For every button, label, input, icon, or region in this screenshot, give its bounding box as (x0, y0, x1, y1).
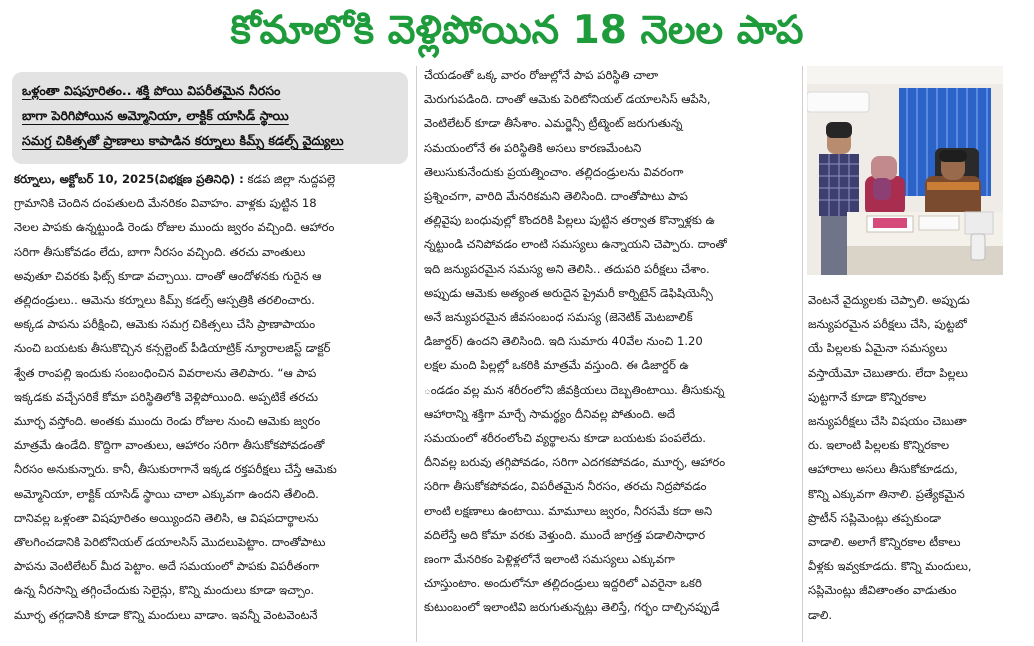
article-column-1 (14, 167, 410, 627)
text-line: చూస్తుంటాం. అందులోనూ తల్లిదండ్రులు ఇద్దరిలో ఎవరైనా ఒకరి (424, 576, 702, 591)
text-line: జన్యుపరీక్షలు చేసి విషయం చెబుతా (808, 414, 967, 429)
text-line: నీరసం అనుకున్నారు. కానీ, తీసుకురాగానే ఇక్కడ రక్తపరీక్షలు చేస్తే ఆమెకు (14, 462, 337, 477)
text-line: తల్లిదండ్రులు.. ఆమెను కర్నూలు కిమ్స్ కడల్స్ ఆస్పత్రికి తరలించారు. (14, 293, 315, 308)
column-rule (416, 66, 417, 642)
text-line: నుంచి బయటకు తీసుకొచ్చిన కన్సల్టెంట్ పీడియాట్రిక్ న్యూరాలజిస్ట్ డాక్టర్ (14, 341, 331, 356)
text-line: తెలుసుకునేందుకు ప్రయత్నించాం. తల్లిదండ్రులను వివరంగా (424, 164, 684, 179)
text-line: ండడం వల్ల మన శరీరంలోని జీవక్రియలు దెబ్బతింటాయి. తీసుకున్న (424, 382, 725, 397)
text-line: లాంటి లక్షణాలు ఉంటాయి. మామూలు జ్వరం, నీరసమే కదా అని (424, 503, 713, 518)
text-line: అక్కడ పాపను పరీక్షించి, ఆమెకు సమగ్ర చికిత్సలు చేసి ప్రాణాపాయం (14, 317, 316, 332)
column-rule (802, 66, 803, 642)
text-line: సరిగా తీసుకోవడం లేదు, బాగా నీరసం వచ్చింది. తరచు వాంతులు (14, 244, 306, 259)
text-line: ఉన్న నీరసాన్ని తగ్గించేందుకు సెలైన్లు, కొన్ని మందులు కూడా ఇచ్చాం. (14, 583, 315, 598)
text-line: రు. ఇలాంటి పిల్లలకు కొన్నిరకాల (808, 438, 950, 453)
article-column-3 (808, 288, 1004, 627)
text-line: అప్పుడు ఆమెకు అత్యంత అరుదైన ప్రైమరీ కార్నిటైన్ డెఫిషియెన్సీ (424, 285, 713, 300)
text-line: నెలల పాపకు ఉన్నట్టుండి రెండు రోజుల ముందు జ్వరం వచ్చింది. ఆహారం (14, 220, 335, 235)
text-line: సమయంలో శరీరంలోంచి వ్యర్థాలను కూడా బయటకు పంపలేదు. (424, 431, 706, 446)
text-line: వెంటనే వైద్యులకు చెప్పాలి. అప్పుడు (808, 293, 970, 307)
text-line: దానివల్ల ఒళ్లంతా విషపూరితం అయ్యిందని తెలిసి, ఆ విషపదార్థాలను (14, 510, 319, 525)
article-column-2 (424, 63, 796, 620)
text-line: మూర్ఛ తగ్గడానికి కూడా కొన్ని మందులు వాడాం. ఇవన్నీ వెంటవెంటనే (14, 607, 318, 622)
text-line: వీళ్లకు ఇవ్వకూడదు. కొన్ని మందులు, (808, 559, 972, 574)
text-line: వెంటిలేటర్ కూడా తీసేశాం. ఎమర్జెన్సీ ట్రీట్మెంట్ జరుగుతున్న (424, 116, 683, 131)
text-line: కుటుంబంలో ఇలాంటివి జరుగుతున్నట్లు తెలిస్తే, గర్భం దాల్చినప్పుడే (424, 600, 720, 615)
text-line: ఆహారాలు అసలు తీసుకోకూడదు, (808, 462, 958, 477)
text-line: చేయడంతో ఒక్క వారం రోజుల్లోనే పాప పరిస్థితి చాలా (424, 68, 659, 82)
text-line (14, 167, 410, 191)
text-line: ఇక్కడకు వచ్చేసరికే కోమా పరిస్థితిలోకి వెళ్లిపోయింది. అప్పటికే తరచు (14, 389, 318, 404)
text-line: ఆహారాన్ని శక్తిగా మార్చే సామర్థ్యం దీనివల్ల పోతుంది. అదే (424, 406, 676, 421)
text-line: పుట్టగానే కూడా కొన్నిరకాల (808, 389, 927, 404)
text-line: మూర్ఛ వస్తోంది. అంతకు ముందు రెండు రోజుల నుంచి ఆమెకు జ్వరం (14, 414, 321, 429)
text-line: డాలి. (808, 607, 833, 622)
deck-box (12, 72, 408, 164)
text-line: గ్రామానికి చెందిన దంపతులది మేనరికం వివాహం. వాళ్లకు పుట్టిన 18 (14, 196, 317, 211)
text-line: తల్లివైపు బంధువుల్లో కొందరికి పిల్లలు పుట్టిన తర్వాత కొన్నాళ్లకు ఉ (424, 213, 715, 228)
hospital-photo (807, 66, 1003, 275)
text-line: వదిలేస్తే అది కోమా వరకు వెళ్తుంది. ముందే జాగ్రత్త పడాలిసాధార (424, 527, 706, 542)
text-line: పాపను వెంటిలేటర్ మీద పెట్టాం. అదే సమయంలో పాపకు విపరీతంగా (14, 559, 320, 574)
text-line: సరిగా తీసుకోకపోవడం, విపరీతమైన నీరసం, తరచు నిద్రపోవడం (424, 479, 707, 494)
text-line: సమయంలోనే ఈ పరిస్థితికి అసలు కారణమేంటని (424, 140, 642, 155)
text-line: న్నట్టుండి చనిపోవడం లాంటి సమస్యలు ఉన్నాయని చెప్పారు. దాంతో (424, 237, 727, 252)
headline: కోమాలోకి వెళ్లిపోయిన 18 నెలల పాప (230, 8, 804, 53)
text-line: అమ్మోనియా, లాక్టిక్ యాసిడ్ స్థాయి చాలా ఎక్కువగా ఉందని తేలింది. (14, 486, 319, 501)
deck-line: బాగా పెరిగిపోయిన అమ్మోనియా, లాక్టిక్ యాసిడ్ స్థాయి (22, 108, 289, 123)
text-line: అవుతూ చివరకు ఫిట్స్ కూడా వచ్చాయి. దాంతో ఆందోళనకు గురైన ఆ (14, 268, 322, 283)
text-line: జన్యుపరమైన పరీక్షలు చేసి, పుట్టబో (808, 317, 967, 332)
deck-line: ఒళ్లంతా విషపూరితం.. శక్తి పోయి విపరీతమైన నీరసం (22, 83, 281, 98)
text-line: మాత్రమే ఉండేది. కొద్దిగా వాంతులు, ఆహారం సరిగా తీసుకోకపోవడంతో (14, 438, 325, 453)
text-line: వాడాలి. అలాగే కొన్నిరకాల టీకాలు (808, 535, 961, 550)
text-line: మెరుగుపడింది. దాంతో ఆమెకు పెరిటోనియల్ డయాలసిస్ ఆపేసి, (424, 92, 711, 107)
text-line: ణంగా మేనరికం పెళ్లిళ్లలోనే ఇలాంటి సమస్యలు ఎక్కువగా (424, 552, 675, 567)
text-line: శ్వేత రాంపల్లి ఇందుకు సంబంధించిన వివరాలను తెలిపారు. “ఆ పాప (14, 365, 317, 380)
text-line: లక్షల మంది పిల్లల్లో ఒకరికి మాత్రమే వస్తుంది. ఈ డిజార్డర్ ఉ (424, 358, 689, 373)
text-line: దీనివల్ల బరువు తగ్గిపోవడం, సరిగా ఎదగకపోవడం, మూర్ఛ, ఆహారం (424, 455, 726, 470)
text-line: అనే జన్యుపరమైన జీవసంబంధ సమస్య (జెనెటిక్ మెటబాలిక్ (424, 310, 693, 325)
text-line: యే పిల్లలకు ఏమైనా సమస్యలు (808, 341, 948, 356)
text-line: కొన్ని ఎక్కువగా తినాలి. ప్రత్యేకమైన (808, 486, 965, 501)
dateline: కర్నూలు, అక్టోబర్ 10, 2025(విభక్షణ ప్రతినిధి) : (14, 172, 244, 186)
text-line: డిజార్డర్) ఉందని తెలిసింది. ఇది సుమారు 40వేల నుంచి 1.20 (424, 334, 703, 349)
text-line-start: కడప జిల్లా నుద్దపల్లె (247, 172, 336, 186)
deck-line: సమగ్ర చికిత్సతో ప్రాణాలు కాపాడిన కర్నూలు కిమ్స్ కడల్స్ వైద్యులు (22, 133, 344, 148)
text-line: తొలగించడానికి పెరిటోనియల్ డయాలసిస్ మొదలుపెట్టాం. దాంతోపాటు (14, 535, 326, 550)
text-line: వస్తాయేమో చెబుతారు. లేదా పిల్లలు (808, 365, 968, 380)
text-line: ప్రొటీన్ సప్లిమెంట్లు తప్పకుండా (808, 510, 941, 525)
text-line: ఇది జన్యుపరమైన సమస్య అని తెలిసి.. తదుపరి పరీక్షలు చేశాం. (424, 261, 710, 276)
text-line: ప్రశ్నించగా, వారిది మేనరికమని తెలిసింది. దాంతోపాటు పాప (424, 189, 688, 204)
text-line: సప్లిమెంట్లు జీవితాంతం వాడుతుం (808, 583, 957, 598)
photo-illustration (807, 66, 1003, 275)
